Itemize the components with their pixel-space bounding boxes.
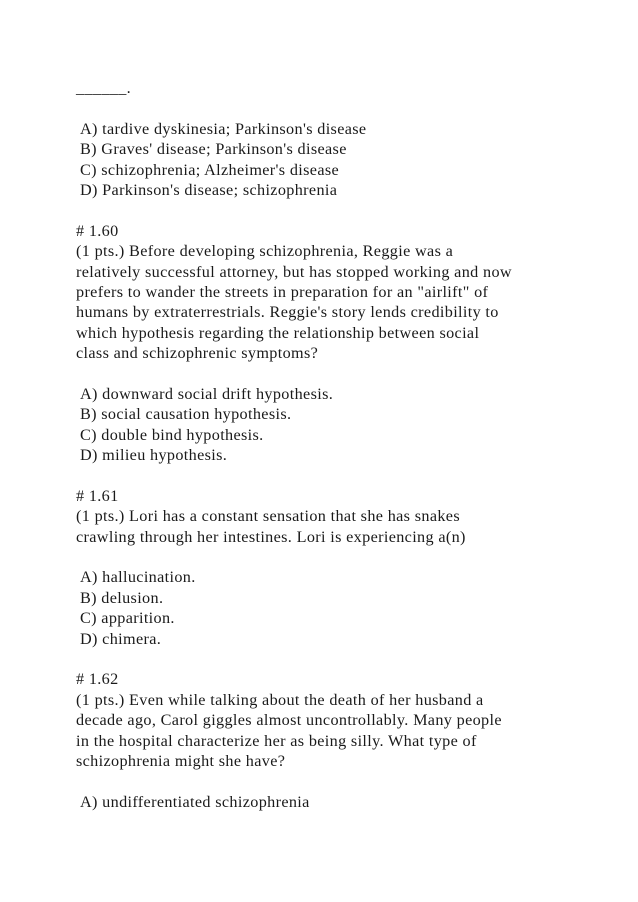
spacer: [76, 200, 616, 220]
question-text-line: decade ago, Carol giggles almost uncontrollably. Many people: [76, 711, 502, 730]
question-text-line: (1 pts.) Before developing schizophrenia, Reggie was a: [76, 242, 454, 261]
prev-question-options: [76, 119, 616, 201]
spacer: [76, 363, 616, 383]
question-text-line: class and schizophrenic symptoms?: [76, 344, 319, 363]
option-a: A) downward social drift hypothesis.: [80, 384, 334, 403]
option-d: D) milieu hypothesis.: [80, 446, 228, 465]
option-c: C) double bind hypothesis.: [80, 425, 264, 444]
spacer: [76, 771, 616, 791]
document-page: [76, 78, 616, 812]
question-text-line: humans by extraterrestrials. Reggie's story lends credibility to: [76, 303, 499, 322]
question-text-line: (1 pts.) Even while talking about the death of her husband a: [76, 690, 484, 709]
option-c: C) apparition.: [80, 609, 175, 628]
spacer: [76, 98, 616, 118]
option-a: A) tardive dyskinesia; Parkinson's disease: [80, 119, 367, 138]
question-text-line: (1 pts.) Lori has a constant sensation that she has snakes: [76, 507, 460, 526]
question-1-62: [76, 669, 616, 812]
question-number: # 1.62: [76, 670, 119, 689]
option-d: D) Parkinson's disease; schizophrenia: [80, 180, 338, 199]
spacer: [76, 649, 616, 669]
question-text-line: in the hospital characterize her as being silly. What type of: [76, 731, 477, 750]
question-number: # 1.60: [76, 221, 119, 240]
spacer: [76, 465, 616, 485]
question-text-line: crawling through her intestines. Lori is experiencing a(n): [76, 527, 466, 546]
option-a: A) undifferentiated schizophrenia: [80, 792, 310, 811]
question-text-line: schizophrenia might she have?: [76, 751, 286, 770]
question-1-60: [76, 221, 616, 466]
option-d: D) chimera.: [80, 629, 162, 648]
spacer: [76, 547, 616, 567]
option-b: B) social causation hypothesis.: [80, 405, 292, 424]
option-c: C) schizophrenia; Alzheimer's disease: [80, 160, 340, 179]
question-text-line: which hypothesis regarding the relationship between social: [76, 323, 480, 342]
question-text-line: prefers to wander the streets in preparation for an "airlift" of: [76, 282, 489, 301]
option-b: B) delusion.: [80, 588, 164, 607]
question-1-61: [76, 486, 616, 649]
question-text-line: relatively successful attorney, but has stopped working and now: [76, 262, 512, 281]
option-b: B) Graves' disease; Parkinson's disease: [80, 140, 347, 159]
question-number: # 1.61: [76, 486, 119, 505]
option-a: A) hallucination.: [80, 568, 196, 587]
answer-blank: ______.: [76, 79, 132, 97]
